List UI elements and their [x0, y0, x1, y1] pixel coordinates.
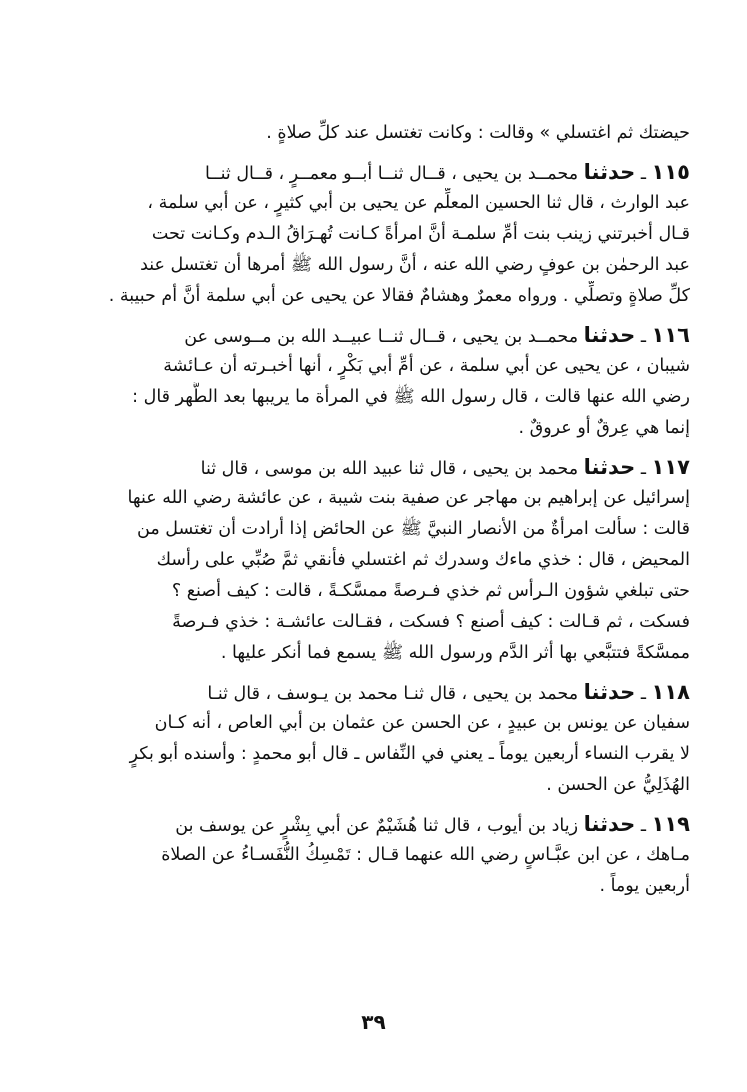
- hadith-first-line: ١١٥ ـ حدثنا محمــد بن يحيى ، قــال ثنــا أبــو معمــرٍ ، قــال ثنــا: [205, 160, 690, 184]
- hadith-number: ١١٧: [651, 455, 690, 479]
- text-line: لا يقرب النساء أربعين يوماً ـ يعني في النِّفاس ـ قال أبو محمدٍ : وأسنده أبو بكرٍ: [129, 744, 690, 764]
- text-line: ممسَّكةً فتتبَّعي بها أثر الدَّم ورسول الله ﷺ يسمع فما أنكر عليها .: [220, 643, 690, 663]
- text-line: حيضتك ثم اغتسلي » وقالت : وكانت تغتسل عند كلِّ صلاةٍ .: [266, 123, 690, 143]
- hadith-number: ١١٥: [651, 160, 690, 184]
- hadith-number: ١١٨: [651, 680, 690, 704]
- hadith-116: [90, 320, 690, 444]
- text-line: قالت : سألت امرأةٌ من الأنصار النبيَّ ﷺ عن الحائض إذا أرادت أن تغتسل من: [137, 519, 690, 539]
- text-line: الهُذَلِيُّ عن الحسن .: [546, 775, 690, 795]
- hadith-keyword: حدثنا: [583, 680, 636, 704]
- text-line: سفيان عن يونس بن عبيدٍ ، عن الحسن عن عثمان بن أبي العاص ، أنه كـان: [154, 713, 690, 733]
- hadith-first-line-text: محمد بن يحيى ، قال ثنا عبيد الله بن موسى ، قال ثنا: [200, 459, 579, 479]
- text-line: رضي الله عنها قالت ، قال رسول الله ﷺ في المرأة ما يريبها بعد الطُّهر قال :: [132, 387, 690, 407]
- text-line: المحيض ، قال : خذي ماءك وسدرك ثم اغتسلي فأنقي ثمَّ صُبِّي على رأسك: [156, 550, 690, 570]
- text-line: قـال أخبرتني زينب بنت أمِّ سلمـة أنَّ امرأةً كـانت تُهـرَاقُ الـدم وكـانت تحت: [151, 224, 690, 244]
- text-line: أربعين يوماً .: [599, 876, 690, 896]
- hadith-first-line: ١١٦ ـ حدثنا محمــد بن يحيى ، قــال ثنــا عبيــد الله بن مــوسى عن: [184, 323, 690, 347]
- text-line: إسرائيل عن إبراهيم بن مهاجر عن صفية بنت شيبة ، عن عائشة رضي الله عنها: [127, 488, 690, 508]
- text-line: حتى تبلغي شؤون الـرأس ثم خذي فـرصةً ممسَّكـةً ، قالت : كيف أصنع ؟: [171, 581, 690, 601]
- text-line: مـاهك ، عن ابن عبَّـاسٍ رضي الله عنهما قـال : تَمْسِكُ النُّفَسـاءُ عن الصلاة: [161, 845, 690, 865]
- page-number: ٣٩: [361, 1010, 386, 1034]
- hadith-first-line: ١١٩ ـ حدثنا زياد بن أيوب ، قال ثنا هُشَيْمٌ عن أبي بِشْرٍ عن يوسف بن: [175, 812, 690, 836]
- page-body: [90, 118, 690, 902]
- hadith-keyword: حدثنا: [583, 455, 636, 479]
- hadith-number: ١١٦: [651, 323, 690, 347]
- text-line: عبد الرحمٰن بن عوفٍ رضي الله عنه ، أنَّ رسول الله ﷺ أمرها أن تغتسل عند: [140, 255, 690, 275]
- hadith-first-line: ١١٨ ـ حدثنا محمد بن يحيى ، قال ثنـا محمد بن يـوسف ، قال ثنـا: [207, 680, 690, 704]
- text-line: إنما هي عِرقٌ أو عروقٌ .: [518, 418, 690, 438]
- intro-paragraph: [90, 118, 690, 149]
- hadith-keyword: حدثنا: [583, 812, 636, 836]
- hadith-keyword: حدثنا: [583, 160, 636, 184]
- hadith-119: [90, 809, 690, 902]
- hadith-keyword: حدثنا: [583, 323, 636, 347]
- hadith-first-line-text: محمــد بن يحيى ، قــال ثنــا أبــو معمــرٍ ، قــال ثنــا: [205, 164, 579, 184]
- text-line: شيبان ، عن يحيى عن أبي سلمة ، عن أمِّ أبي بَكْرٍ ، أنها أخبـرته أن عـائشة: [163, 356, 690, 376]
- hadith-115: [90, 157, 690, 312]
- hadith-number: ١١٩: [651, 812, 690, 836]
- text-line: فسكت ، ثم قـالت : كيف أصنع ؟ فسكت ، فقـالت عائشـة : خذي فـرصةً: [172, 612, 690, 632]
- text-line: عبد الوارث ، قال ثنا الحسين المعلِّم عن يحيى بن أبي كثيرٍ ، عن أبي سلمة ،: [147, 193, 690, 213]
- hadith-117: [90, 452, 690, 669]
- hadith-first-line-text: محمد بن يحيى ، قال ثنـا محمد بن يـوسف ، قال ثنـا: [207, 684, 579, 704]
- hadith-first-line-text: محمــد بن يحيى ، قــال ثنــا عبيــد الله بن مــوسى عن: [184, 327, 579, 347]
- hadith-first-line: ١١٧ ـ حدثنا محمد بن يحيى ، قال ثنا عبيد الله بن موسى ، قال ثنا: [200, 455, 690, 479]
- text-line: كلِّ صلاةٍ وتصلِّي . ورواه معمرٌ وهشامٌ فقالا عن يحيى عن أبي سلمة أنَّ أم حبيبة .: [108, 286, 690, 306]
- hadith-118: [90, 677, 690, 801]
- hadith-first-line-text: زياد بن أيوب ، قال ثنا هُشَيْمٌ عن أبي بِشْرٍ عن يوسف بن: [175, 816, 579, 836]
